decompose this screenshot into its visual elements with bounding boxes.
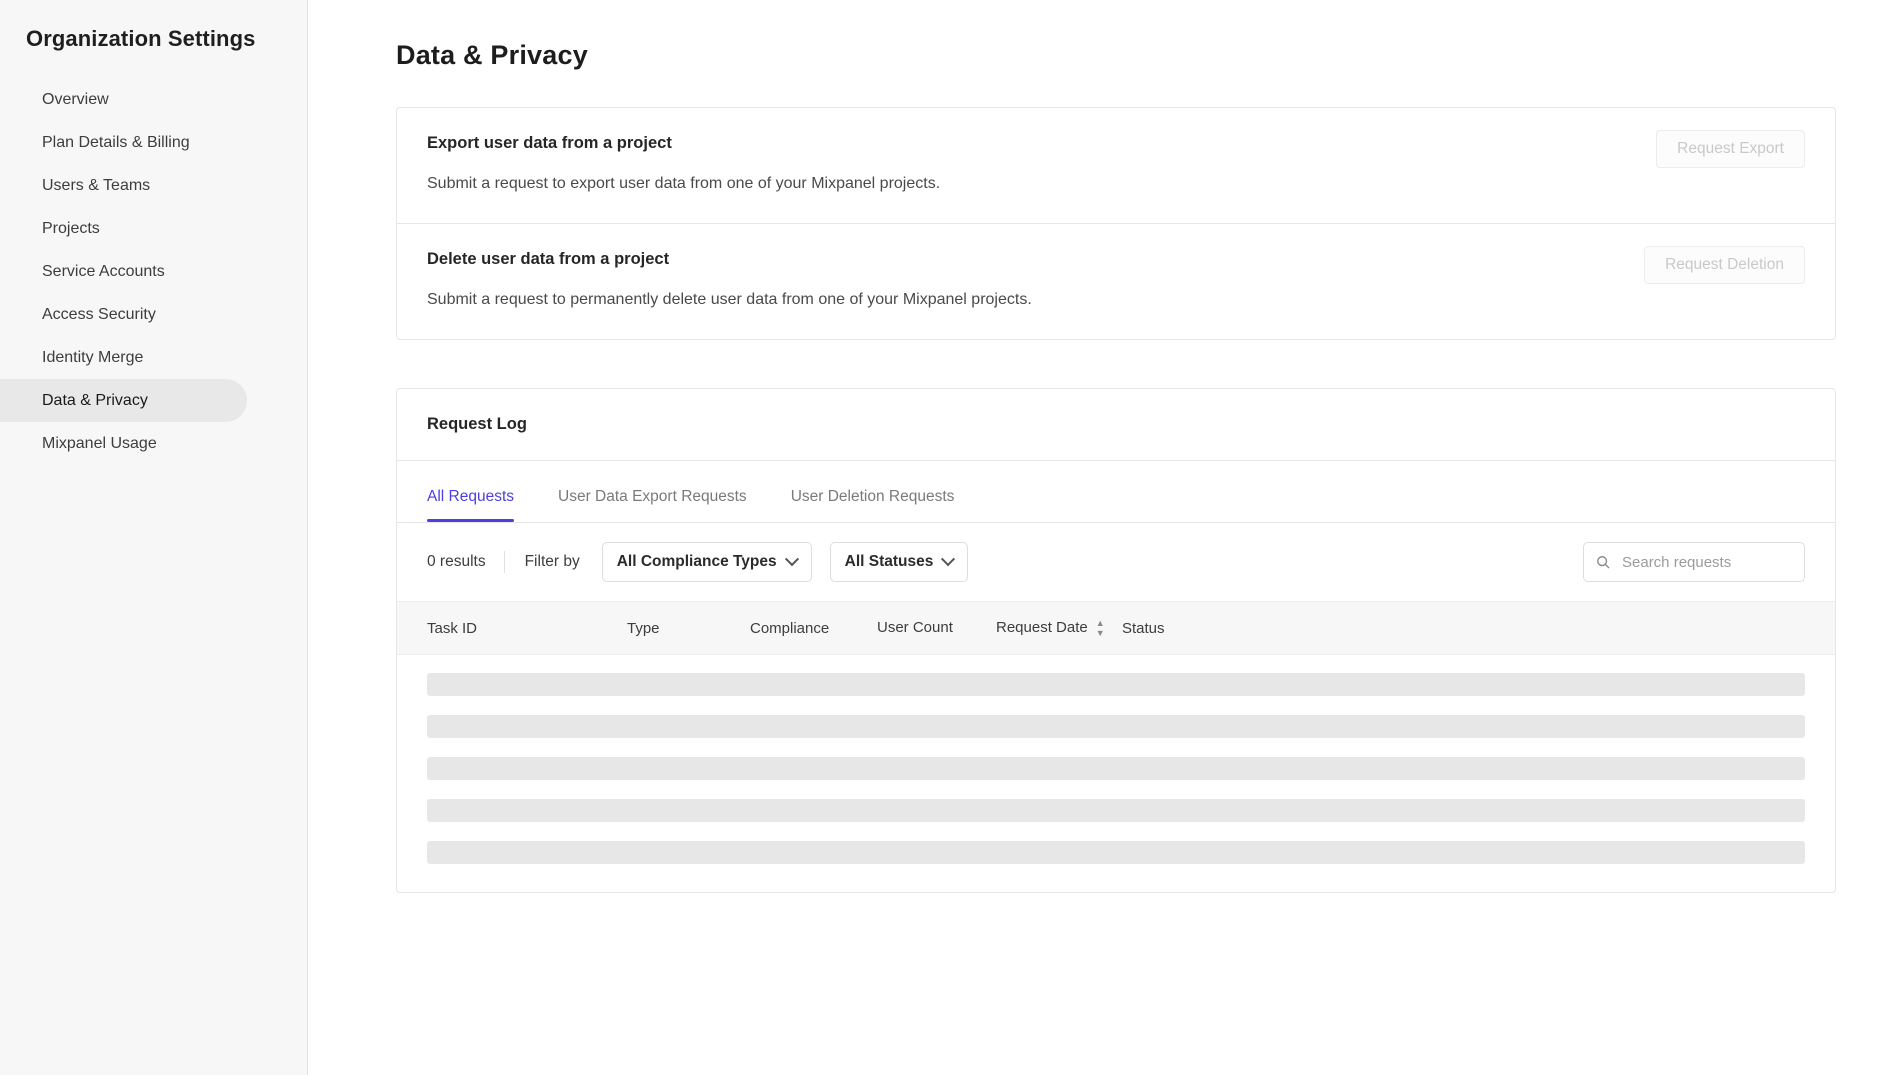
table-row [427,841,1805,864]
request-log-card [396,388,1836,893]
page-title: Data & Privacy [396,40,588,70]
export-row-title: Export user data from a project [427,134,672,152]
sidebar-item-service-accounts[interactable] [0,250,247,293]
sidebar-item-label: Overview [42,90,109,108]
sidebar-item-overview[interactable] [0,78,247,121]
sort-arrows-icon[interactable]: ▲ ▼ [1095,618,1105,638]
tab-user-data-export-requests[interactable] [558,488,747,522]
data-requests-card [396,107,1836,340]
search-icon [1596,554,1610,570]
sidebar-item-label: Projects [42,219,100,237]
delete-row-description: Submit a request to permanently delete user data from one of your Mixpanel projects. [427,291,1032,308]
sidebar-item-label: Identity Merge [42,348,144,366]
status-select[interactable] [830,542,969,582]
sidebar-item-projects[interactable] [0,207,247,250]
table-row [427,757,1805,780]
column-header-status[interactable] [1122,620,1242,637]
filter-by-label: Filter by [524,553,580,570]
sidebar-item-identity-merge[interactable] [0,336,247,379]
compliance-type-select[interactable] [602,542,812,582]
column-label: Type [627,619,660,637]
sidebar-nav [0,78,307,465]
column-label: Request Date [996,619,1088,637]
sidebar-item-plan-details-billing[interactable] [0,121,247,164]
table-row [427,799,1805,822]
sidebar-item-label: Data & Privacy [42,391,148,409]
column-label: Compliance [750,619,830,637]
search-requests-box[interactable] [1583,542,1805,582]
request-log-title: Request Log [397,389,1835,461]
sidebar-item-label: Service Accounts [42,262,165,280]
column-label: Task ID [427,619,478,637]
table-row [427,673,1805,696]
sidebar-item-label: Access Security [42,305,156,323]
table-loading-placeholder [397,655,1835,892]
tab-all-requests[interactable] [427,488,514,522]
sidebar [0,0,308,1075]
column-header-task-id[interactable] [427,620,627,637]
status-value: All Statuses [844,553,934,570]
delete-user-data-row [397,223,1835,339]
tab-label: User Deletion Requests [790,488,955,505]
search-input[interactable] [1620,553,1792,572]
request-export-button[interactable]: Request Export [1656,130,1805,168]
column-header-request-date[interactable] [996,619,1122,637]
column-header-compliance[interactable] [750,620,877,637]
chevron-down-icon [785,552,799,566]
sidebar-item-access-security[interactable] [0,293,247,336]
request-log-tabs [397,461,1835,523]
main-content [308,0,1886,1075]
sidebar-item-label: Users & Teams [42,176,151,194]
chevron-down-icon [941,552,955,566]
request-log-table-header [397,601,1835,655]
export-row-description: Submit a request to export user data from one of your Mixpanel projects. [427,175,941,192]
results-count: 0 results [427,551,505,573]
sidebar-item-label: Mixpanel Usage [42,434,157,452]
compliance-type-value: All Compliance Types [616,553,777,570]
sidebar-title: Organization Settings [26,26,256,51]
tab-label: All Requests [427,488,515,505]
column-header-type[interactable] [627,620,750,637]
tab-user-deletion-requests[interactable] [791,488,955,522]
delete-row-title: Delete user data from a project [427,250,670,268]
request-deletion-button[interactable]: Request Deletion [1644,246,1805,284]
column-header-user-count[interactable] [877,619,996,636]
sidebar-item-mixpanel-usage[interactable] [0,422,247,465]
sidebar-item-users-teams[interactable] [0,164,247,207]
tab-label: User Data Export Requests [558,488,747,505]
sidebar-item-label: Plan Details & Billing [42,133,190,151]
column-label: User Count [877,619,953,637]
sidebar-item-data-privacy[interactable] [0,379,247,422]
filter-bar [397,523,1835,601]
column-label: Status [1122,619,1165,637]
table-row [427,715,1805,738]
export-user-data-row [397,108,1835,223]
